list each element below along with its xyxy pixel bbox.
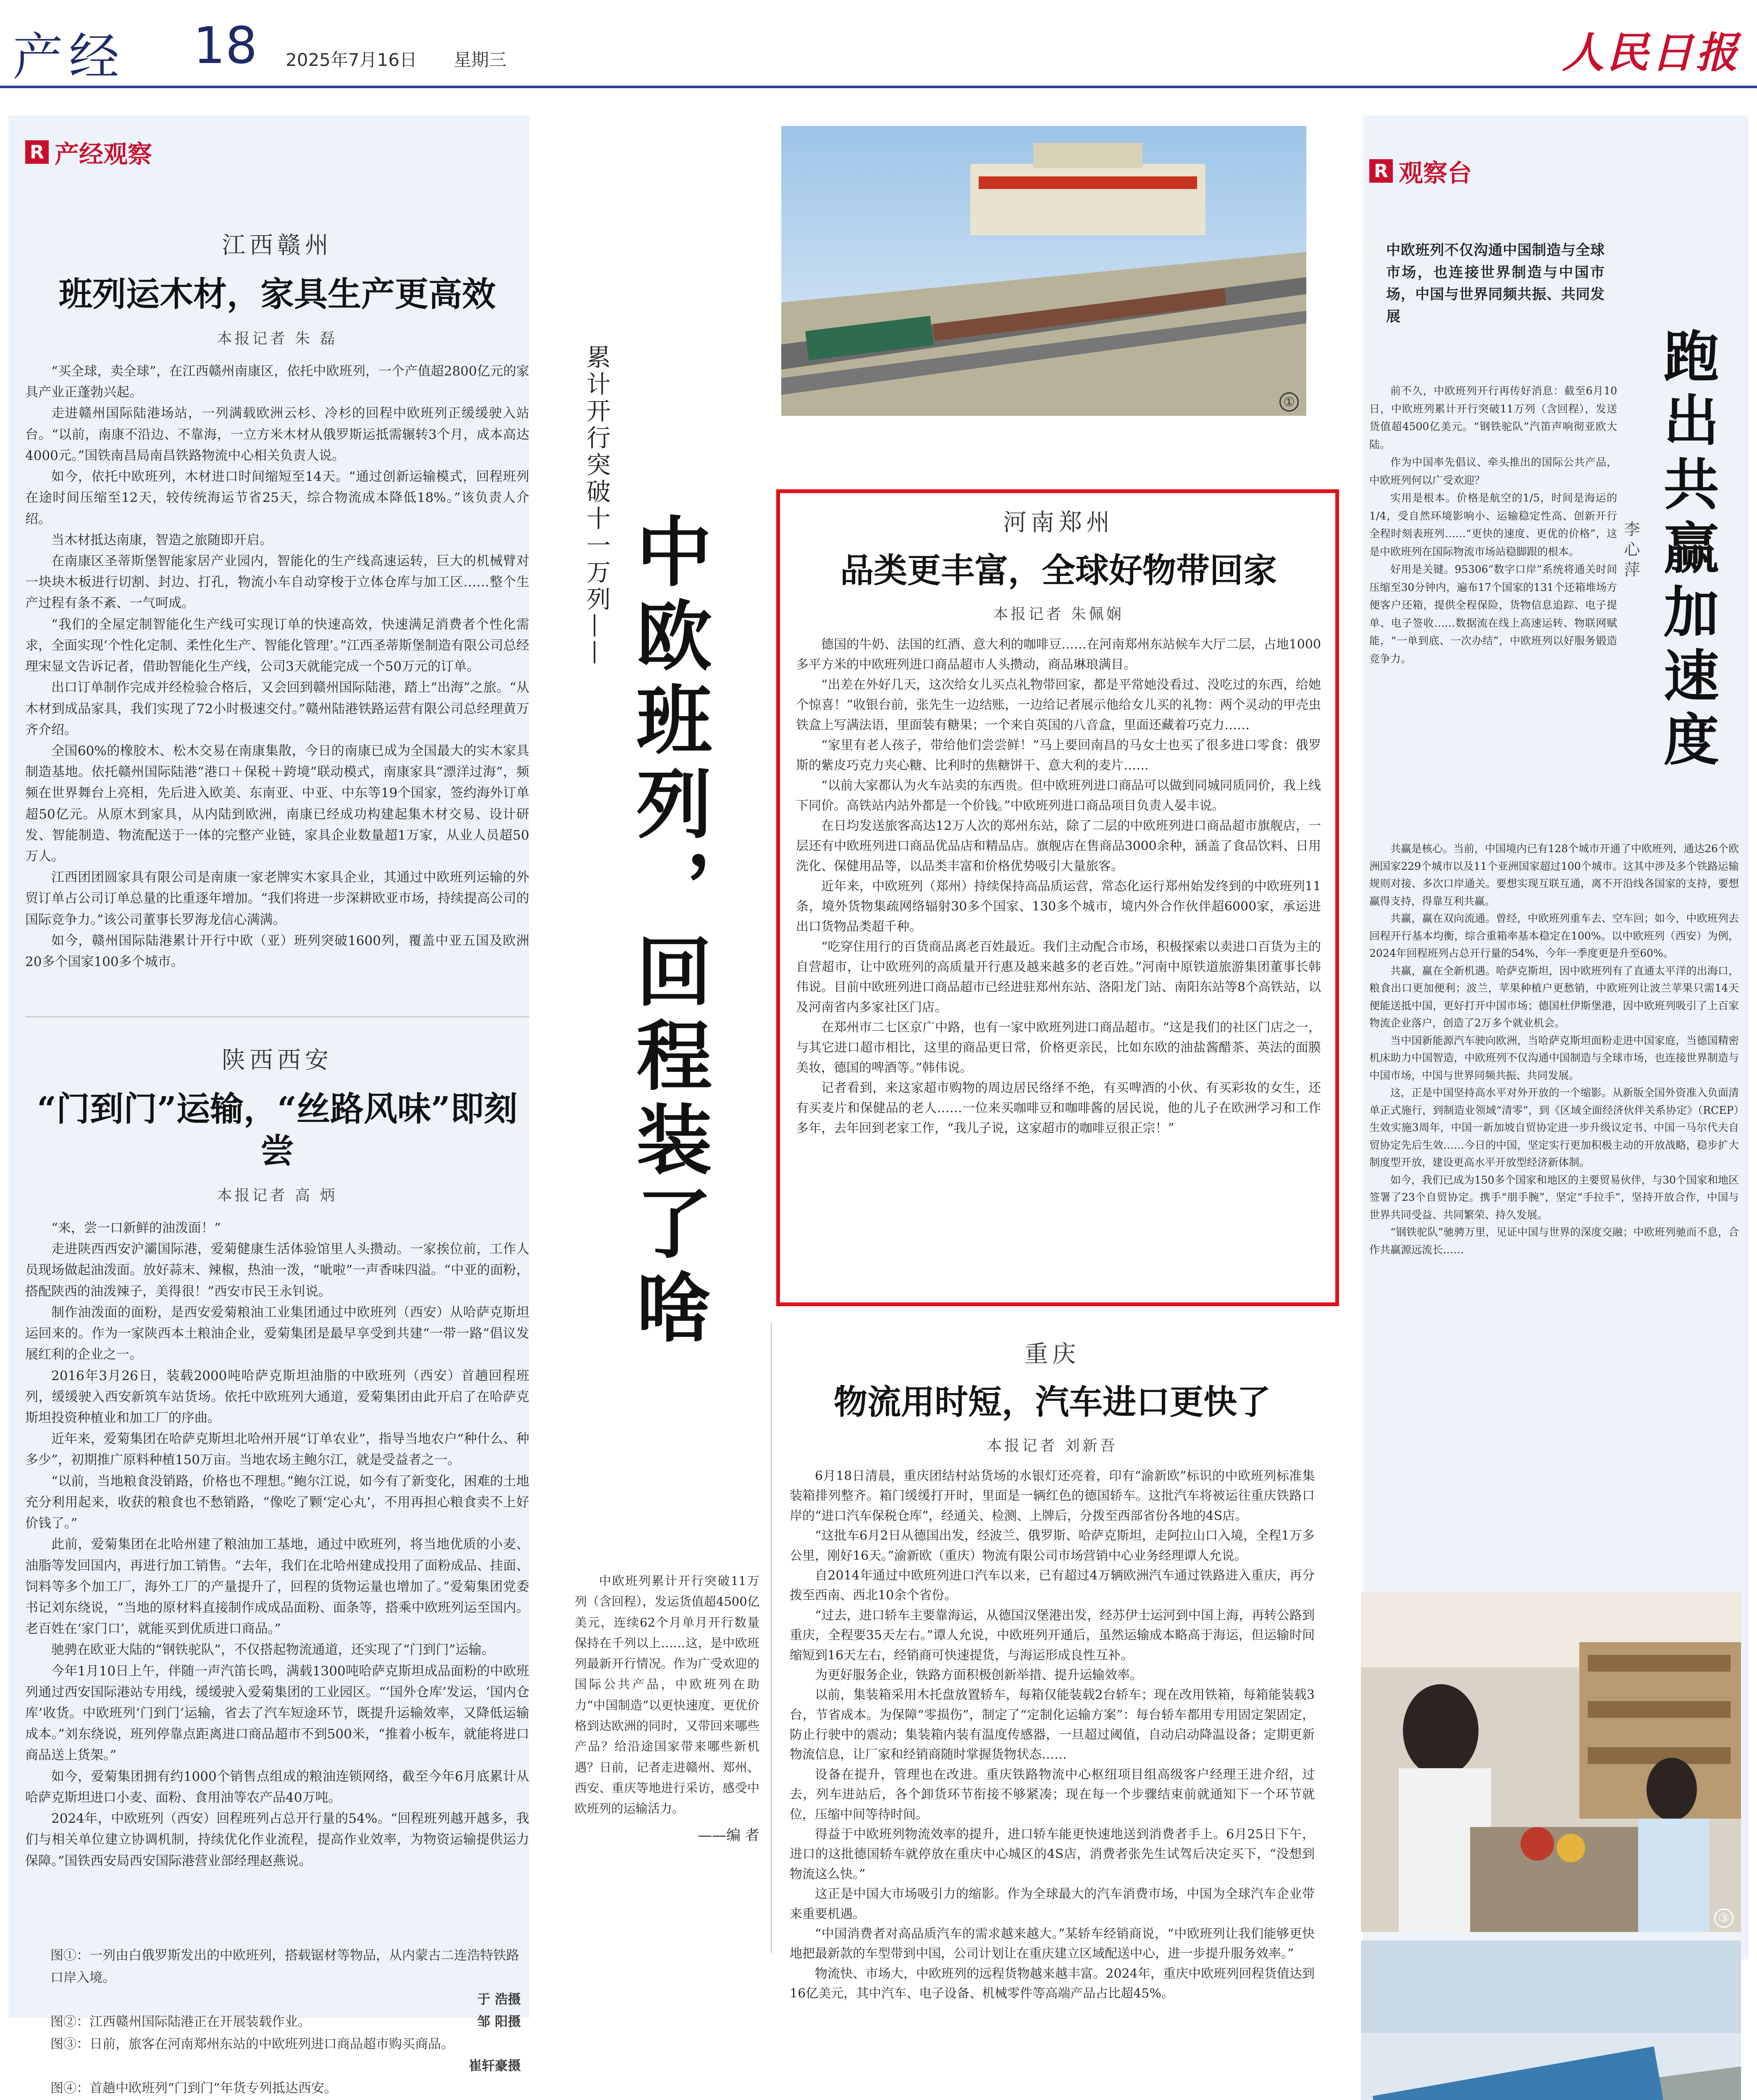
section-name: 产经: [13, 28, 125, 87]
caption-item: 图①：一列由白俄罗斯发出的中欧班列，搭载锯材等物品，从内蒙古二连浩特铁路口岸入境。 于 浩摄: [50, 1948, 521, 2008]
article-byline: 本报记者 高 炳: [217, 1187, 338, 1204]
column-mark-icon: R: [25, 140, 49, 164]
issue-weekday: 星期三: [454, 50, 507, 70]
article-headline: 班列运木材，家具生产更高效: [59, 274, 496, 314]
article-body: “来，尝一口新鲜的油泼面！” 走进陕西西安沪灞国际港，爱菊健康生活体验馆里人头攒动。一家挨位前，工作人员现场做起油泼面。放好蒜末、辣椒，热油一泼，“呲啦”一声香味四溢。“中亚的面粉，搭配陕西的油泼辣子，美得很！”西安市民王永钊说。 制作油泼面的面粉，是西安爱菊粮油工业集团通过中欧班列（西安）从哈萨克斯坦运回来的。作为一家陕西本土粮油企业，爱菊集团是最早享受到共建“一带一路”倡议发展红利的企业之一。 2016年3月26日，装载2000吨哈萨克斯坦油脂的中欧班列（西安）首趟回程班列，缓缓驶入西安新筑车站货场。依托中欧班列大通道，爱菊集团由此开启了在哈萨克斯坦投资种植业和加工厂的序曲。 近年来，爱菊集团在哈萨克斯坦北哈州开展“订单农业”，指导当地农户“种什么、种多少”，初期推广原料种植150万亩。当地农场主鲍尔江，就是受益者之一。 “以前，当地粮食没销路，价格也不理想。”鲍尔江说，如今有了新变化，困难的土地充分利用起来，收获的粮食也不愁销路，“像吃了颗‘定心丸’，不用再担心粮食卖不上好价钱了。” 此前，爱菊集团在北哈州建了粮油加工基地，通过中欧班列，将当地优质的小麦、油脂等发回国内，再进行加工销售。“去年，我们在北哈州建成投用了面粉成品、挂面、饲料等多个加工厂，海外工厂的产量提升了，回程的货物运量也增加了。”爱菊集团党委书记刘东绕说，“当地的原材料直接制作成成品面粉、面条等，搭乘中欧班列运至国内。老百姓在‘家门口’，就能买到优质进口商品。” 驰骋在欧亚大陆的“钢铁驼队”，不仅搭起物流通道，还实现了“门到门”运输。 今年1月10日上午，伴随一声汽笛长鸣，满载1300吨哈萨克斯坦成品面粉的中欧班列通过西安国际港站专用线，缓缓驶入爱菊集团的工业园区。“‘国外仓库’发运，‘国内仓库’收货。中欧班列‘门到门’运输，省去了汽车短途环节，既提升运输效率，又降低运输成本。”刘东绕说，班列停靠点距离进口商品超市不到500米，“推着小板车，就能将进口商品送上货架。” 如今，爱菊集团拥有约1000个销售点组成的粮油连锁网络，截至今年6月底累计从哈萨克斯坦进口小麦、面粉、食用油等农产品40万吨。 2024年，中欧班列（西安）回程班列占总开行量的54%。“回程班列越开越多，我们与相关单位建立协调机制，持续优化作业流程，提高作业效率，为物资运输提供运力保障。”国铁西安局西安国际港营业部经理赵燕说。: [25, 1221, 529, 1869]
commentary-lead: 中欧班列不仅沟通中国制造与全球市场，也连接世界制造与中国市场，中国与世界同频共振、共同发展: [1386, 242, 1605, 326]
commentary-author: 李心萍: [1621, 521, 1640, 581]
feature-subtitle: 累计开行突破十一万列——: [582, 344, 611, 667]
article-ganzhou: [25, 227, 529, 972]
article-kicker: 重庆: [1024, 1341, 1080, 1368]
column-label-text: 观察台: [1399, 159, 1472, 187]
photo-door-to-door-train-image: [1361, 1940, 1741, 2100]
column-label-text: 产经观察: [55, 140, 152, 168]
caption-item: 图②：江西赣州国际陆港正在开展装载作业。 邹 阳摄: [50, 2014, 521, 2030]
article-kicker: 河南郑州: [1003, 509, 1114, 536]
photo-number: ③: [1714, 1908, 1733, 1928]
editor-intro-text: 中欧班列累计开行突破11万列（含回程），发运货值超4500亿美元，连续62个月单月开行数量保持在千列以上……这，是中欧班列最新开行情况。作为广受欢迎的国际公共产品，中欧班列在助力“中国制造”以更快速度、更优价格到达欧洲的同时，又带回来哪些产品？给沿途国家带来哪些新机遇？日前，记者走进赣州、郑州、西安、重庆等地进行采访，感受中欧班列的运输活力。: [575, 1574, 759, 1816]
article-body: 6月18日清晨，重庆团结村站货场的水银灯还亮着，印有“渝新欧”标识的中欧班列标准集装箱排列整齐。箱门缓缓打开时，里面是一辆红色的德国轿车。这批汽车将被运往重庆铁路口岸的“进口汽车保税仓库”，经通关、检测、上牌后，分拨至西部省份各地的4S店。 “这批车6月2日从德国出发，经波兰、俄罗斯、哈萨克斯坦，走阿拉山口入境，全程1万多公里，刚好16天。”渝新欧（重庆）物流有限公司市场营销中心业务经理谭人允说。 自2014年通过中欧班列进口汽车以来，已有超过4万辆欧洲汽车通过铁路进入重庆，再分拨至西南、西北10余个省份。 “过去，进口轿车主要靠海运，从德国汉堡港出发，经苏伊士运河到中国上海，再转公路到重庆，全程要35天左右。”谭人允说，中欧班列开通后，虽然运输成本略高于海运，但运输时间缩短到16天左右，经销商可快速提货，与海运形成良性互补。 为更好服务企业，铁路方面积极创新举措、提升运输效率。 以前，集装箱采用木托盘放置轿车，每箱仅能装载2台轿车；现在改用铁箱，每箱能装载3台，节省成本。为保障“零损伤”，制定了“定制化运输方案”：每台轿车都用专用固定架固定，防止行驶中的震动；集装箱内装有温度传感器，一旦超过阈值，自动启动降温设备；定期更新物流信息，让厂家和经销商随时掌握货物状态…… 设备在提升，管理也在改进。重庆铁路物流中心枢纽项目组高级客户经理王进介绍，过去，列车进站后，各个卸货环节衔接不够紧凑；现在每一个步骤结束前就通知下一个环节就位，压缩中间等待时间。 得益于中欧班列物流效率的提升，进口轿车能更快速地送到消费者手上。6月25日下午，进口的这批德国轿车就停放在重庆中心城区的4S店，消费者张先生试驾后决定买下，“没想到物流这么快。” 这正是中国大市场吸引力的缩影。作为全球最大的汽车消费市场，中国为全球汽车企业带来重要机遇。 “中国消费者对高品质汽车的需求越来越大。”某轿车经销商说，“中欧班列让我们能够更快地把最新款的车型带到中国，公司计划让在重庆建立区域配送中心，进一步提升服务效率。” 物流快、市场大，中欧班列的远程货物越来越丰富。2024年，重庆中欧班列回程货值达到16亿美元，其中汽车、电子设备、机械零件等高端产品占比超45%。: [790, 1469, 1315, 2001]
article-headline: “门到门”运输，“丝路风味”即刻尝: [37, 1089, 518, 1171]
article-byline: 本报记者 朱佩娴: [993, 606, 1124, 623]
column-mark-icon: R: [1369, 159, 1393, 183]
photo-train-border-port: [781, 126, 1306, 416]
article-byline: 本报记者 朱 磊: [217, 330, 338, 347]
photo-number: ①: [1279, 392, 1299, 412]
photo-door-to-door-train: [1361, 1940, 1741, 2100]
article-body: 共赢是核心。当前，中国境内已有128个城市开通了中欧班列，通达26个欧洲国家229个城市以及11个亚洲国家超过100个城市。这其中涉及多个铁路运输规则对接、多次口岸通关。要想实现互联互通，离不开沿线各国家的支持，要想赢得支持，得靠互利共赢。 共赢，赢在双向流通。曾经，中欧班列重车去、空车回；如今，中欧班列去回程开行基本均衡，综合重箱率基本稳定在100%。以中欧班列（西安）为例，2024年回程班列占总开行量的54%，今年一季度更是升至60%。 共赢，赢在全新机遇。哈萨克斯坦，因中欧班列有了直通太平洋的出海口，粮食出口更加便利；波兰，苹果种植户更愁销，中欧班列让波兰苹果只需14天便能送抵中国，更好打开中国市场；德国杜伊斯堡港，因中欧班列吸引了上百家物流企业落户，创造了2万多个就业机会。 当中国新能源汽车驶向欧洲，当哈萨克斯坦面粉走进中国家庭，当德国精密机床助力中国智造，中欧班列不仅沟通中国制造与全球市场，也连接世界制造与中国市场，中国与世界同频共振、共同发展。 这，正是中国坚持高水平对外开放的一个缩影。从新版全国外资准入负面清单正式施行，到制造业领域“清零”，到《区域全面经济伙伴关系协定》（RCEP）生效实施3周年，中国一新加坡自贸协定进一步升级议定书、中国一马尔代夫自贸协定先后生效……今日的中国，坚定实行更加积极主动的开放战略，稳步扩大制度型开放，建设更高水平开放型经济新体制。 如今，我们已成为150多个国家和地区的主要贸易伙伴，与30个国家和地区签署了23个自贸协定。携手“朋手腕”，坚定“手拉手”，坚持开放合作，中国与世界共同受益、共同繁荣、持久发展。 “钢铁驼队”驰骋万里，见证中国与世界的深度交融；中欧班列驰而不息，合作共赢源远流长……: [1369, 843, 1739, 1256]
article-xian: [25, 1042, 529, 1872]
article-kicker: 江西赣州: [222, 232, 333, 259]
editor-intro-signature: ——编 者: [698, 1827, 759, 1844]
photo-supermarket-image: [1361, 1592, 1741, 1932]
divider: [771, 1323, 772, 1953]
paper-logo: 人民日报: [1562, 28, 1740, 77]
issue-date: 2025年7月16日: [286, 50, 418, 70]
photo-train-border-port-image: [781, 126, 1306, 416]
article-zhengzhou: [796, 504, 1321, 1139]
article-kicker: 陕西西安: [222, 1047, 333, 1074]
article-byline: 本报记者 刘新吾: [987, 1437, 1118, 1454]
caption-item: 图③：日前，旅客在河南郑州东站的中欧班列进口商品超市购买商品。 崔轩豪摄: [50, 2036, 521, 2074]
column-label-chanjing: [25, 134, 152, 170]
column-label-guanchatai: [1369, 153, 1472, 189]
article-headline: 品类更丰富，全球好物带回家: [840, 551, 1277, 590]
photo-supermarket: [1361, 1592, 1741, 1932]
divider: [25, 1016, 529, 1017]
commentary-body-bottom: [1369, 840, 1739, 1258]
article-body: 前不久，中欧班列开行再传好消息：截至6月10日，中欧班列累计开行突破11万列（含回程），发送货值超4500亿美元。“钢铁驼队”汽笛声响彻亚欧大陆。 作为中国率先倡议、牵头推出的国际公共产品，中欧班列何以广受欢迎？ 实用是根本。价格是航空的1/5，时间是海运的1/4，受自然环境影响小、运输稳定性高、创新开行全程时刻表班列……“更快的速度、更优的价格”，这是中欧班列在国际物流市场站稳脚跟的根本。 好用是关键。95306“数字口岸”系统将通关时间压缩至30分钟内，遍布17个国家的131个还箱堆场方便客户还箱，提供全程保险，货物信息追踪、电子提单、电子签收……数据流在线上高速运转、物联网赋能，“一单到底、一次办结”，中欧班列以好服务锻造竞争力。: [1369, 385, 1617, 665]
article-headline: 物流用时短，汽车进口更快了: [834, 1382, 1271, 1422]
caption-item: 图④：首趟中欧班列“门到门”年货专列抵达西安。: [50, 2081, 337, 2096]
photo-captions: [50, 1945, 521, 2100]
commentary-body-top: [1369, 382, 1617, 668]
page-number: 18: [193, 17, 257, 75]
article-body: 德国的牛奶、法国的红酒、意大利的咖啡豆……在河南郑州东站候车大厅二层，占地1000多平方米的中欧班列进口商品超市人头攒动，商品琳琅满目。 “出差在外好几天，这次给女儿买点礼物带回家，都是平常她没看过、没吃过的东西，给她个惊喜！”收银台前，张先生一边结账，一边给记者展示他给女儿买的礼物：两个灵动的甲壳虫铁盒上写满法语，里面装有糖果；一个来自英国的八音盒，里面还藏着巧克力…… “家里有老人孩子，带给他们尝尝鲜！”马上要回南昌的马女士也买了很多进口零食：俄罗斯的紫皮巧克力夹心糖、比利时的焦糖饼干、意大利的麦片…… “以前大家都认为火车站卖的东西贵。但中欧班列进口商品可以做到同城同质同价，我上线下同价。高铁站内站外都是一个价钱。”中欧班列进口商品项目负责人晏丰说。 在日均发送旅客高达12万人次的郑州东站，除了二层的中欧班列进口商品超市旗舰店，一层还有中欧班列进口商品优品店和精品店。旗舰店在售商品3000余种，涵盖了食品饮料、日用洗化、保健用品等，以品类丰富和价格优势吸引大量旅客。 近年来，中欧班列（郑州）持续保持高品质运营，常态化运行郑州始发终到的中欧班列11条，境外货物集疏网络辐射30多个国家、130多个城市，境内外合作伙伴超6000家，承运进出口货物品类超千种。 “吃穿住用行的百货商品离老百姓最近。我们主动配合市场，积极探索以卖进口百货为主的自营超市，让中欧班列的高质量开行惠及越来越多的老百姓。”河南中原铁道旅游集团董事长韩伟说。目前中欧班列进口商品超市已经进驻郑州东站、洛阳龙门站、南阳东站等8个高铁站，以及河南省内多家社区门店。 在郑州市二七区京广中路，也有一家中欧班列进口商品超市。“这是我们的社区门店之一，与其它进口超市相比，这里的商品更日常，价格更亲民，比如东欧的油盐酱醋茶、英法的面膜美妆，德国的啤酒等。”韩伟说。 记者看到，来这家超市购物的周边居民络绎不绝，有买啤酒的小伙、有买彩妆的女生，还有买麦片和保健品的老人……一位来买咖啡豆和咖啡酱的居民说，他的儿子在欧洲学习和工作多年，去年回到老家工作，“我儿子说，这家超市的咖啡豆很正宗！”: [796, 637, 1321, 1136]
feature-headline: 中欧班列，回程装了啥: [624, 512, 712, 1352]
masthead: [0, 0, 1757, 88]
article-chongqing: [790, 1336, 1315, 2004]
commentary-title: 跑出共赢加速度: [1654, 328, 1719, 774]
editor-intro: [575, 1571, 759, 1844]
article-body: “买全球，卖全球”，在江西赣州南康区，依托中欧班列，一个产值超2800亿元的家具产业正蓬勃兴起。 走进赣州国际陆港场站，一列满载欧洲云杉、冷杉的回程中欧班列正缓缓驶入站台。“以前，南康不沿边、不靠海，一立方米木材从俄罗斯运抵需辗转3个月，成本高达4000元。”国铁南昌局南昌铁路物流中心相关负责人说。 如今，依托中欧班列，木材进口时间缩短至14天。“通过创新运输模式，回程班列在途时间压缩至12天，较传统海运节省25天，综合物流成本降低18%。”该负责人介绍。 当木材抵达南康，智造之旅随即开启。 在南康区圣蒂斯堡智能家居产业园内，智能化的生产线高速运转，巨大的机械臂对一块块木板进行切割、封边、打孔，物流小车自动穿梭于立体仓库与加工区……整个生产过程有条不紊、一气呵成。 “我们的全屋定制智能化生产线可实现订单的快速高效，快速满足消费者个性化需求，全面实现‘个性化定制、柔性化生产、智能化管理’。”江西圣蒂斯堡制造有限公司总经理宋显文告诉记者，借助智能化生产线，公司3天就能完成一个50万元的订单。 出口订单制作完成并经检验合格后，又会回到赣州国际陆港，踏上“出海”之旅。“从木材到成品家具，我们实现了72小时极速交付。”赣州陆港铁路运营有限公司总经理黄万齐介绍。 全国60%的橡胶木、松木交易在南康集散，今日的南康已成为全国最大的实木家具制造基地。依托赣州国际陆港“港口＋保税＋跨境”联动模式，南康家具“漂洋过海”，频频在世界舞台上亮相，先后进入欧美、东南亚、中亚、中东等19个国家，签约海外订单超50亿元。从原木到家具，从内陆到欧洲，南康已经成功构建起集木材交易、设计研发、智能制造、物流配送于一体的完整产业链，家具企业数量超1万家，从业人员超50万人。 江西团团圆家具有限公司是南康一家老牌实木家具企业，其通过中欧班列运输的外贸订单占公司订单总量的比重逐年增加。“我们将进一步深耕欧亚市场，持续提高公司的国际竞争力。”该公司董事长罗海龙信心满满。 如今，赣州国际陆港累计开行中欧（亚）班列突破1600列，覆盖中亚五国及欧洲20多个国家100多个城市。: [25, 364, 529, 970]
